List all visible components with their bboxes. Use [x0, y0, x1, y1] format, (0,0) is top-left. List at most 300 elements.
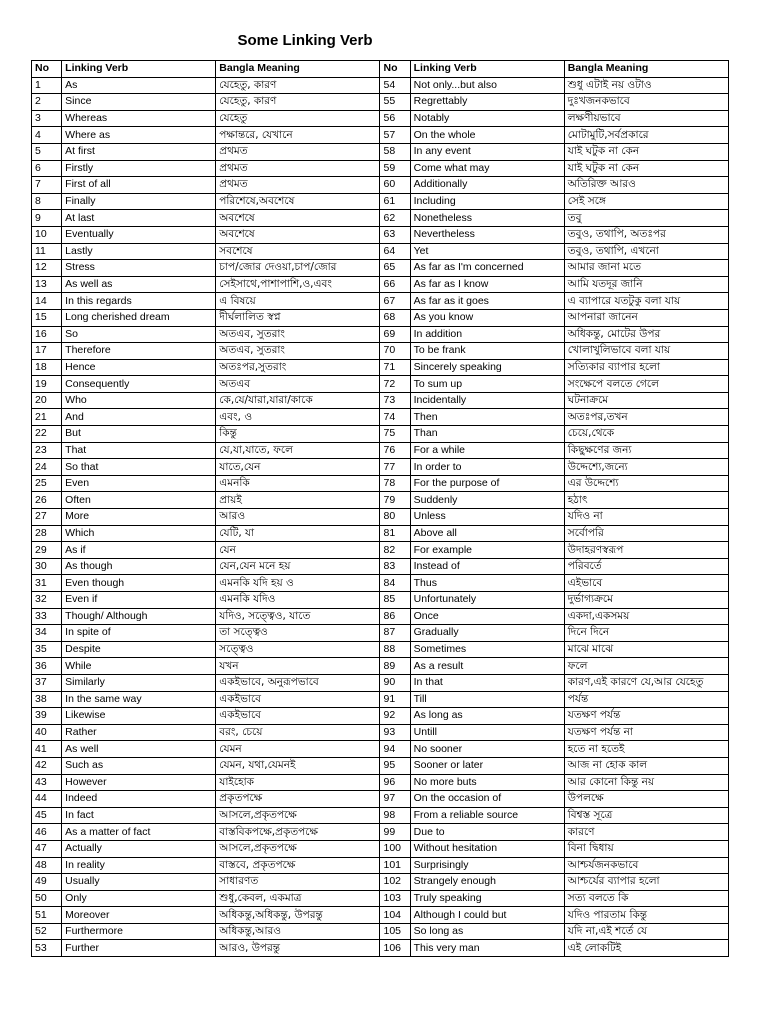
cell-linking-verb: Gradually — [410, 625, 564, 642]
cell-bangla-meaning: অবশেষে — [216, 210, 380, 227]
cell-linking-verb: That — [62, 442, 216, 459]
cell-no: 64 — [380, 243, 410, 260]
cell-linking-verb: In reality — [62, 857, 216, 874]
table-row — [32, 592, 729, 609]
cell-bangla-meaning: কারণ,এই কারণে যে,আর যেহেতু — [564, 674, 728, 691]
table-row — [32, 840, 729, 857]
cell-linking-verb: As far as I'm concerned — [410, 260, 564, 277]
cell-linking-verb: Indeed — [62, 791, 216, 808]
cell-linking-verb: Similarly — [62, 674, 216, 691]
cell-bangla-meaning: ঘটনাক্রমে — [564, 392, 728, 409]
cell-linking-verb: Though/ Although — [62, 608, 216, 625]
cell-bangla-meaning: আরও — [216, 509, 380, 526]
cell-linking-verb: To be frank — [410, 343, 564, 360]
cell-bangla-meaning: এইভাবে — [564, 575, 728, 592]
cell-bangla-meaning: অতএব, সুতরাং — [216, 343, 380, 360]
cell-bangla-meaning: পর্যন্ত — [564, 691, 728, 708]
table-row — [32, 791, 729, 808]
cell-linking-verb: Till — [410, 691, 564, 708]
cell-bangla-meaning: সাধারণত — [216, 874, 380, 891]
table-row — [32, 658, 729, 675]
cell-no: 99 — [380, 824, 410, 841]
table-row — [32, 691, 729, 708]
cell-no: 102 — [380, 874, 410, 891]
cell-linking-verb: Sooner or later — [410, 757, 564, 774]
cell-bangla-meaning: মোটামুটি,সর্বপ্রকারে — [564, 127, 728, 144]
cell-linking-verb: As a result — [410, 658, 564, 675]
cell-bangla-meaning: সত্যিকার ব্যাপার হলো — [564, 359, 728, 376]
cell-no: 38 — [32, 691, 62, 708]
cell-bangla-meaning: বিশ্বস্ত সূত্রে — [564, 807, 728, 824]
table-row — [32, 824, 729, 841]
cell-no: 96 — [380, 774, 410, 791]
table-row — [32, 143, 729, 160]
cell-no: 74 — [380, 409, 410, 426]
cell-no: 9 — [32, 210, 62, 227]
cell-no: 91 — [380, 691, 410, 708]
cell-bangla-meaning: ফলে — [564, 658, 728, 675]
cell-no: 70 — [380, 343, 410, 360]
cell-linking-verb: Even if — [62, 592, 216, 609]
table-row — [32, 77, 729, 94]
cell-no: 92 — [380, 708, 410, 725]
cell-no: 98 — [380, 807, 410, 824]
cell-bangla-meaning: তবুও, তথাপি, এখনো — [564, 243, 728, 260]
cell-bangla-meaning: তা সত্ত্বেও — [216, 625, 380, 642]
cell-no: 28 — [32, 525, 62, 542]
cell-no: 75 — [380, 426, 410, 443]
cell-linking-verb: Hence — [62, 359, 216, 376]
cell-no: 81 — [380, 525, 410, 542]
cell-linking-verb: Lastly — [62, 243, 216, 260]
cell-bangla-meaning: যাইহোক — [216, 774, 380, 791]
cell-linking-verb: Where as — [62, 127, 216, 144]
cell-no: 8 — [32, 193, 62, 210]
table-row — [32, 509, 729, 526]
cell-bangla-meaning: দুঃখজনকভাবে — [564, 94, 728, 111]
cell-bangla-meaning: এ ব্যাপারে যতটুকু বলা যায় — [564, 293, 728, 310]
cell-no: 16 — [32, 326, 62, 343]
cell-linking-verb: On the whole — [410, 127, 564, 144]
cell-linking-verb: In any event — [410, 143, 564, 160]
cell-bangla-meaning: সবশেষে — [216, 243, 380, 260]
cell-linking-verb: As a matter of fact — [62, 824, 216, 841]
cell-linking-verb: So that — [62, 459, 216, 476]
cell-no: 104 — [380, 907, 410, 924]
cell-linking-verb: Usually — [62, 874, 216, 891]
cell-bangla-meaning: অতএব — [216, 376, 380, 393]
table-row — [32, 575, 729, 592]
cell-no: 65 — [380, 260, 410, 277]
cell-bangla-meaning: অধিকন্তু,অধিকন্তু, উপরন্তু — [216, 907, 380, 924]
cell-bangla-meaning: আপনারা জানেন — [564, 309, 728, 326]
table-row — [32, 608, 729, 625]
cell-bangla-meaning: যেমন — [216, 741, 380, 758]
cell-bangla-meaning: লক্ষণীয়ভাবে — [564, 110, 728, 127]
cell-no: 25 — [32, 475, 62, 492]
cell-linking-verb: Surprisingly — [410, 857, 564, 874]
table-row — [32, 923, 729, 940]
cell-no: 103 — [380, 890, 410, 907]
table-row — [32, 409, 729, 426]
cell-bangla-meaning: চাপ/জোর দেওয়া,চাপ/জোর — [216, 260, 380, 277]
cell-linking-verb: Rather — [62, 724, 216, 741]
cell-linking-verb: For example — [410, 542, 564, 559]
page-title: Some Linking Verb — [237, 32, 373, 49]
cell-bangla-meaning: তবুও, তথাপি, অতঃপর — [564, 226, 728, 243]
cell-bangla-meaning: এই লোকটিই — [564, 940, 728, 957]
table-row — [32, 309, 729, 326]
cell-linking-verb: And — [62, 409, 216, 426]
cell-no: 21 — [32, 409, 62, 426]
cell-no: 87 — [380, 625, 410, 642]
cell-no: 56 — [380, 110, 410, 127]
cell-no: 60 — [380, 177, 410, 194]
cell-bangla-meaning: যতক্ষণ পর্যন্ত — [564, 708, 728, 725]
cell-no: 106 — [380, 940, 410, 957]
cell-bangla-meaning: একইভাবে — [216, 708, 380, 725]
cell-linking-verb: Moreover — [62, 907, 216, 924]
cell-linking-verb: Notably — [410, 110, 564, 127]
cell-bangla-meaning: যেন,যেন মনে হয় — [216, 558, 380, 575]
cell-linking-verb: Only — [62, 890, 216, 907]
cell-no: 105 — [380, 923, 410, 940]
cell-bangla-meaning: খোলাখুলিভাবে বলা যায় — [564, 343, 728, 360]
cell-linking-verb: In order to — [410, 459, 564, 476]
cell-linking-verb: As if — [62, 542, 216, 559]
cell-linking-verb: Likewise — [62, 708, 216, 725]
cell-no: 12 — [32, 260, 62, 277]
header-no-right: No — [380, 61, 410, 78]
table-row — [32, 757, 729, 774]
table-row — [32, 890, 729, 907]
table-row — [32, 807, 729, 824]
table-row — [32, 392, 729, 409]
cell-linking-verb: Further — [62, 940, 216, 957]
cell-bangla-meaning: যাই ঘটুক না কেন — [564, 160, 728, 177]
table-row — [32, 492, 729, 509]
table-row — [32, 160, 729, 177]
table-row — [32, 724, 729, 741]
cell-bangla-meaning: আমি যতদূর জানি — [564, 276, 728, 293]
cell-no: 35 — [32, 641, 62, 658]
cell-bangla-meaning: যে,যা,যাতে, ফলে — [216, 442, 380, 459]
cell-no: 41 — [32, 741, 62, 758]
cell-no: 89 — [380, 658, 410, 675]
table-row — [32, 177, 729, 194]
table-row — [32, 376, 729, 393]
cell-linking-verb: However — [62, 774, 216, 791]
cell-no: 93 — [380, 724, 410, 741]
cell-no: 27 — [32, 509, 62, 526]
cell-bangla-meaning: যদিও, সত্ত্বেও, যাতে — [216, 608, 380, 625]
cell-bangla-meaning: আশ্চর্যের ব্যাপার হলো — [564, 874, 728, 891]
cell-linking-verb: Above all — [410, 525, 564, 542]
cell-linking-verb: Even though — [62, 575, 216, 592]
cell-linking-verb: Unfortunately — [410, 592, 564, 609]
cell-no: 79 — [380, 492, 410, 509]
table-row — [32, 741, 729, 758]
cell-no: 82 — [380, 542, 410, 559]
cell-bangla-meaning: দুর্ভাগ্যক্রমে — [564, 592, 728, 609]
cell-no: 3 — [32, 110, 62, 127]
cell-no: 20 — [32, 392, 62, 409]
cell-no: 1 — [32, 77, 62, 94]
cell-no: 66 — [380, 276, 410, 293]
cell-linking-verb: In addition — [410, 326, 564, 343]
cell-linking-verb: Since — [62, 94, 216, 111]
table-row — [32, 343, 729, 360]
table-row — [32, 542, 729, 559]
cell-no: 32 — [32, 592, 62, 609]
cell-bangla-meaning: প্রথমত — [216, 160, 380, 177]
cell-no: 77 — [380, 459, 410, 476]
cell-linking-verb: But — [62, 426, 216, 443]
cell-linking-verb: No sooner — [410, 741, 564, 758]
cell-bangla-meaning: প্রকৃতপক্ষে — [216, 791, 380, 808]
cell-linking-verb: Without hesitation — [410, 840, 564, 857]
cell-no: 37 — [32, 674, 62, 691]
cell-bangla-meaning: অধিকন্তু,আরও — [216, 923, 380, 940]
cell-linking-verb: Actually — [62, 840, 216, 857]
cell-linking-verb: For the purpose of — [410, 475, 564, 492]
cell-no: 78 — [380, 475, 410, 492]
table-row — [32, 625, 729, 642]
cell-linking-verb: More — [62, 509, 216, 526]
cell-linking-verb: Suddenly — [410, 492, 564, 509]
cell-no: 52 — [32, 923, 62, 940]
cell-no: 83 — [380, 558, 410, 575]
cell-no: 68 — [380, 309, 410, 326]
table-row — [32, 558, 729, 575]
cell-no: 13 — [32, 276, 62, 293]
cell-no: 29 — [32, 542, 62, 559]
cell-bangla-meaning: আমার জানা মতে — [564, 260, 728, 277]
cell-linking-verb: Sometimes — [410, 641, 564, 658]
cell-no: 101 — [380, 857, 410, 874]
cell-linking-verb: Incidentally — [410, 392, 564, 409]
cell-linking-verb: Thus — [410, 575, 564, 592]
cell-linking-verb: Unless — [410, 509, 564, 526]
cell-linking-verb: Than — [410, 426, 564, 443]
cell-no: 11 — [32, 243, 62, 260]
cell-bangla-meaning: সেই সঙ্গে — [564, 193, 728, 210]
cell-bangla-meaning: উদাহরণস্বরূপ — [564, 542, 728, 559]
cell-no: 76 — [380, 442, 410, 459]
cell-no: 39 — [32, 708, 62, 725]
cell-linking-verb: Which — [62, 525, 216, 542]
cell-bangla-meaning: চেয়ে,থেকে — [564, 426, 728, 443]
cell-bangla-meaning: বরং, চেয়ে — [216, 724, 380, 741]
cell-linking-verb: At first — [62, 143, 216, 160]
cell-bangla-meaning: সেইসাথে,পাশাপাশি,ও,এবং — [216, 276, 380, 293]
cell-no: 54 — [380, 77, 410, 94]
cell-bangla-meaning: যদি না,এই শর্তে যে — [564, 923, 728, 940]
cell-no: 62 — [380, 210, 410, 227]
cell-no: 61 — [380, 193, 410, 210]
cell-bangla-meaning: অতএব, সুতরাং — [216, 326, 380, 343]
cell-linking-verb: Nevertheless — [410, 226, 564, 243]
cell-no: 19 — [32, 376, 62, 393]
table-row — [32, 94, 729, 111]
cell-linking-verb: Eventually — [62, 226, 216, 243]
table-row — [32, 774, 729, 791]
cell-linking-verb: Additionally — [410, 177, 564, 194]
cell-no: 84 — [380, 575, 410, 592]
cell-bangla-meaning: উদ্দেশ্যে,জন্যে — [564, 459, 728, 476]
table-row — [32, 641, 729, 658]
cell-no: 50 — [32, 890, 62, 907]
cell-no: 40 — [32, 724, 62, 741]
cell-no: 58 — [380, 143, 410, 160]
cell-no: 14 — [32, 293, 62, 310]
cell-linking-verb: First of all — [62, 177, 216, 194]
cell-bangla-meaning: পক্ষান্তরে, যেখানে — [216, 127, 380, 144]
cell-bangla-meaning: এমনকি — [216, 475, 380, 492]
cell-bangla-meaning: যেহেতু — [216, 110, 380, 127]
cell-linking-verb: To sum up — [410, 376, 564, 393]
cell-bangla-meaning: যাই ঘটুক না কেন — [564, 143, 728, 160]
table-row — [32, 127, 729, 144]
cell-bangla-meaning: অধিকন্তু, মোটের উপর — [564, 326, 728, 343]
table-row — [32, 426, 729, 443]
cell-linking-verb: As far as it goes — [410, 293, 564, 310]
cell-linking-verb: Sincerely speaking — [410, 359, 564, 376]
cell-bangla-meaning: এমনকি যদিও — [216, 592, 380, 609]
table-row — [32, 293, 729, 310]
cell-no: 95 — [380, 757, 410, 774]
cell-bangla-meaning: বাস্তবিকপক্ষে,প্রকৃতপক্ষে — [216, 824, 380, 841]
cell-no: 46 — [32, 824, 62, 841]
cell-no: 7 — [32, 177, 62, 194]
cell-bangla-meaning: কিন্তু — [216, 426, 380, 443]
table-row — [32, 874, 729, 891]
cell-no: 33 — [32, 608, 62, 625]
cell-linking-verb: Such as — [62, 757, 216, 774]
cell-no: 43 — [32, 774, 62, 791]
cell-bangla-meaning: আসলে,প্রকৃতপক্ষে — [216, 807, 380, 824]
header-no-left: No — [32, 61, 62, 78]
cell-bangla-meaning: আর কোনো কিন্তু নয় — [564, 774, 728, 791]
table-row — [32, 442, 729, 459]
cell-linking-verb: Untill — [410, 724, 564, 741]
cell-bangla-meaning: আজ না হোক কাল — [564, 757, 728, 774]
cell-no: 15 — [32, 309, 62, 326]
cell-no: 31 — [32, 575, 62, 592]
cell-linking-verb: At last — [62, 210, 216, 227]
header-bangla-meaning-left: Bangla Meaning — [216, 61, 380, 78]
cell-bangla-meaning: এ বিষয়ে — [216, 293, 380, 310]
table-row — [32, 525, 729, 542]
cell-no: 94 — [380, 741, 410, 758]
header-linking-verb-left: Linking Verb — [62, 61, 216, 78]
cell-bangla-meaning: যদিও পারতাম কিন্তু — [564, 907, 728, 924]
cell-linking-verb: Then — [410, 409, 564, 426]
cell-no: 48 — [32, 857, 62, 874]
cell-bangla-meaning: আশ্চর্যজনকভাবে — [564, 857, 728, 874]
linking-verb-table — [31, 60, 729, 957]
cell-no: 49 — [32, 874, 62, 891]
cell-linking-verb: Firstly — [62, 160, 216, 177]
cell-linking-verb: Consequently — [62, 376, 216, 393]
cell-no: 30 — [32, 558, 62, 575]
table-row — [32, 276, 729, 293]
cell-bangla-meaning: দিনে দিনে — [564, 625, 728, 642]
cell-linking-verb: As you know — [410, 309, 564, 326]
cell-linking-verb: While — [62, 658, 216, 675]
cell-linking-verb: Therefore — [62, 343, 216, 360]
cell-linking-verb: In the same way — [62, 691, 216, 708]
cell-linking-verb: From a reliable source — [410, 807, 564, 824]
cell-linking-verb: Regrettably — [410, 94, 564, 111]
cell-bangla-meaning: যদিও না — [564, 509, 728, 526]
cell-linking-verb: As well — [62, 741, 216, 758]
table-row — [32, 857, 729, 874]
cell-bangla-meaning: এমনকি যদি হয় ও — [216, 575, 380, 592]
cell-no: 36 — [32, 658, 62, 675]
cell-bangla-meaning: যখন — [216, 658, 380, 675]
table-row — [32, 260, 729, 277]
cell-bangla-meaning: এবং, ও — [216, 409, 380, 426]
cell-bangla-meaning: বিনা দ্বিধায় — [564, 840, 728, 857]
cell-bangla-meaning: এর উদ্দেশ্যে — [564, 475, 728, 492]
cell-bangla-meaning: কে,যে/যারা,যারা/কাকে — [216, 392, 380, 409]
cell-no: 63 — [380, 226, 410, 243]
cell-linking-verb: Strangely enough — [410, 874, 564, 891]
cell-linking-verb: Including — [410, 193, 564, 210]
cell-linking-verb: Despite — [62, 641, 216, 658]
cell-linking-verb: As far as I know — [410, 276, 564, 293]
table-row — [32, 708, 729, 725]
table-row — [32, 459, 729, 476]
cell-bangla-meaning: একদা,একসময় — [564, 608, 728, 625]
cell-linking-verb: Whereas — [62, 110, 216, 127]
cell-no: 23 — [32, 442, 62, 459]
cell-bangla-meaning: হতে না হতেই — [564, 741, 728, 758]
cell-bangla-meaning: শুধু এটাই নয় ওটাও — [564, 77, 728, 94]
cell-no: 18 — [32, 359, 62, 376]
cell-bangla-meaning: একইভাবে — [216, 691, 380, 708]
table-row — [32, 193, 729, 210]
cell-no: 4 — [32, 127, 62, 144]
cell-no: 34 — [32, 625, 62, 642]
cell-linking-verb: Not only...but also — [410, 77, 564, 94]
cell-bangla-meaning: শুধু,কেবল, একমাত্র — [216, 890, 380, 907]
cell-bangla-meaning: আরও, উপরন্তু — [216, 940, 380, 957]
table-row — [32, 674, 729, 691]
cell-no: 71 — [380, 359, 410, 376]
cell-linking-verb: Instead of — [410, 558, 564, 575]
cell-no: 26 — [32, 492, 62, 509]
cell-bangla-meaning: বাস্তবে, প্রকৃতপক্ষে — [216, 857, 380, 874]
cell-bangla-meaning: সংক্ষেপে বলতে গেলে — [564, 376, 728, 393]
cell-linking-verb: Often — [62, 492, 216, 509]
cell-bangla-meaning: যতক্ষণ পর্যন্ত না — [564, 724, 728, 741]
cell-bangla-meaning: পরিবর্তে — [564, 558, 728, 575]
cell-bangla-meaning: যেন — [216, 542, 380, 559]
cell-no: 67 — [380, 293, 410, 310]
cell-linking-verb: This very man — [410, 940, 564, 957]
cell-no: 47 — [32, 840, 62, 857]
cell-no: 24 — [32, 459, 62, 476]
cell-linking-verb: Truly speaking — [410, 890, 564, 907]
table-header-row — [32, 61, 729, 78]
cell-no: 6 — [32, 160, 62, 177]
table-row — [32, 110, 729, 127]
cell-linking-verb: Nonetheless — [410, 210, 564, 227]
cell-no: 44 — [32, 791, 62, 808]
cell-no: 69 — [380, 326, 410, 343]
